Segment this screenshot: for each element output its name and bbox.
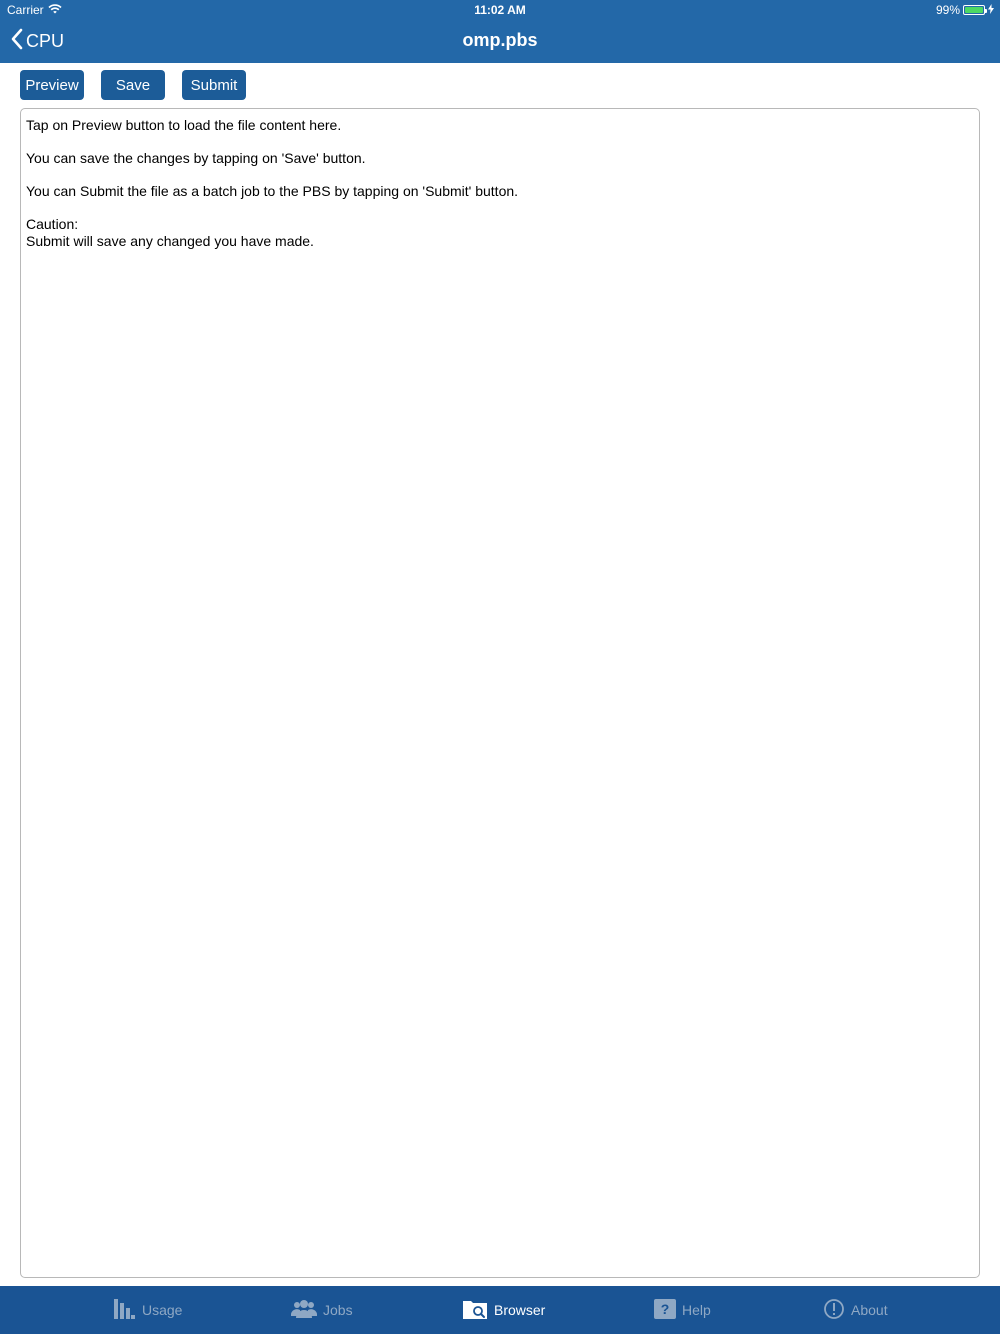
folder-search-icon <box>462 1298 488 1323</box>
back-label: CPU <box>26 31 65 51</box>
preview-button[interactable]: Preview <box>20 70 84 100</box>
navigation-bar <box>0 0 1000 63</box>
carrier-label: Carrier <box>7 3 44 17</box>
tab-bar <box>0 1286 1000 1334</box>
battery-status <box>936 3 994 17</box>
bar-chart-icon <box>112 1297 136 1324</box>
svg-text:?: ? <box>660 1300 670 1317</box>
save-button[interactable]: Save <box>101 70 165 100</box>
charging-icon <box>988 3 994 17</box>
tab-usage[interactable] <box>112 1286 182 1334</box>
tab-label: Help <box>682 1302 711 1318</box>
tab-label: Browser <box>494 1302 546 1318</box>
battery-fill <box>965 7 983 13</box>
tab-label: Usage <box>142 1302 183 1318</box>
status-bar <box>0 0 1000 20</box>
page-title: omp.pbs <box>462 30 538 50</box>
battery-percent: 99% <box>935 3 960 17</box>
info-circle-icon <box>823 1298 845 1323</box>
tab-jobs[interactable] <box>291 1286 353 1334</box>
question-icon <box>654 1299 676 1322</box>
users-icon <box>291 1299 317 1322</box>
submit-button[interactable]: Submit <box>182 70 246 100</box>
battery-icon <box>963 5 985 15</box>
tab-help[interactable] <box>654 1286 711 1334</box>
tab-label: Jobs <box>323 1302 353 1318</box>
tab-about[interactable] <box>823 1286 888 1334</box>
tab-label: About <box>851 1302 888 1318</box>
status-time: 11:02 AM <box>474 3 526 17</box>
file-content-editor[interactable]: Tap on Preview button to load the file content here. You can save the changes by tapping on 'Save' button. You can Submit the file as a batch job to the PBS by tapping on 'Submit' button. Caution: Submit will save any changed you have made. <box>20 108 980 1278</box>
tab-browser[interactable] <box>462 1286 545 1334</box>
